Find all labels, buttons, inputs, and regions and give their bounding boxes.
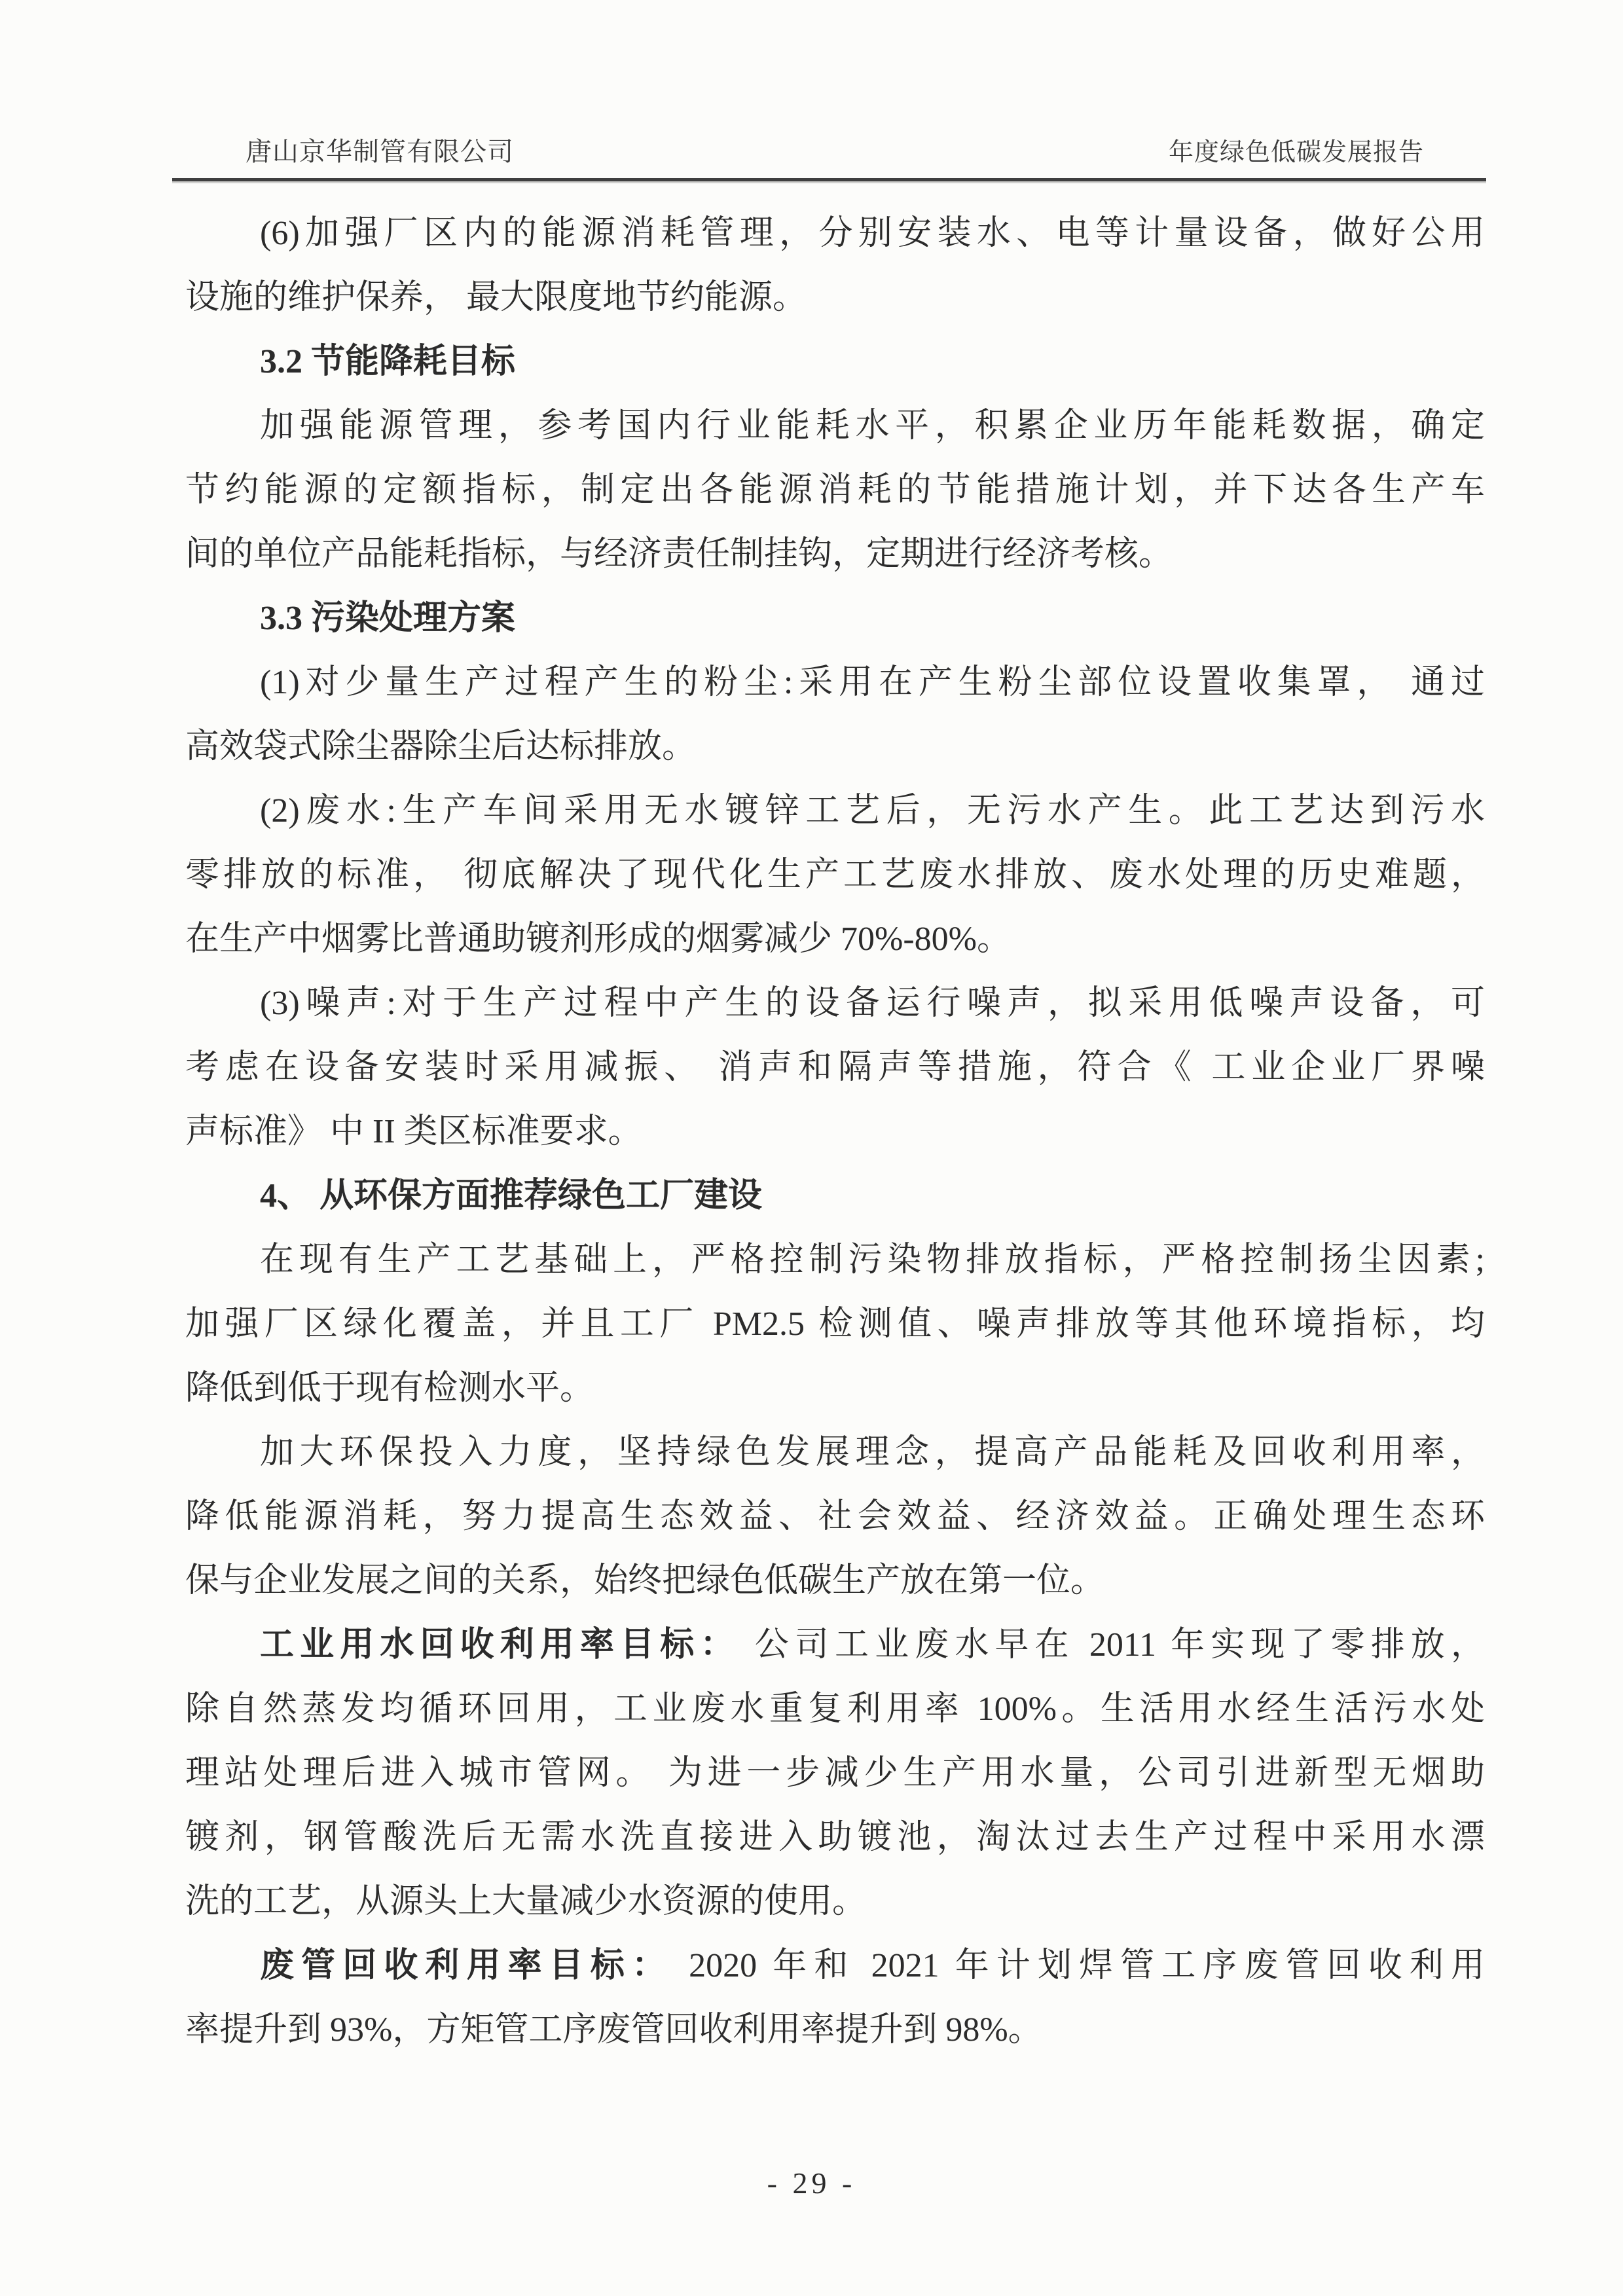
page-number: - 29 -: [767, 2166, 856, 2200]
text-line: [185, 1934, 1485, 1998]
text-segment: 声标准》 中 II 类区标准要求。: [185, 1113, 642, 1150]
text-line: [185, 1549, 1485, 1613]
text-segment: (6)加强厂区内的能源消耗管理，分别安装水、电等计量设备，做好公用: [260, 215, 1485, 252]
bold-text-segment: 工业用水回收利用率目标：: [260, 1626, 755, 1664]
header-company-name: 唐山京华制管有限公司: [246, 137, 514, 166]
bold-text-segment: 废管回收利用率目标：: [260, 1947, 689, 1984]
text-line: [185, 1100, 1485, 1164]
text-line: [185, 779, 1485, 843]
text-line: [185, 1677, 1485, 1741]
header-report-title: 年度绿色低碳发展报告: [1169, 139, 1425, 166]
text-segment: 除自然蒸发均循环回用，工业废水重复利用率 100%。生活用水经生活污水处: [185, 1690, 1485, 1728]
text-segment: (2)废水:生产车间采用无水镀锌工艺后，无污水产生。此工艺达到污水: [260, 792, 1485, 829]
bold-text-segment: 3.2 节能降耗目标: [260, 343, 516, 380]
bold-text-segment: 3.3 污染处理方案: [260, 600, 516, 637]
text-segment: 加大环保投入力度，坚持绿色发展理念，提高产品能耗及回收利用率，: [260, 1434, 1485, 1471]
text-line: [185, 1485, 1485, 1549]
text-segment: 高效袋式除尘器除尘后达标排放。: [185, 728, 697, 765]
text-segment: 洗的工艺，从源头上大量减少水资源的使用。: [185, 1883, 867, 1920]
text-segment: 节约能源的定额指标，制定出各能源消耗的节能措施计划，并下达各生产车: [185, 471, 1485, 509]
text-line: [185, 715, 1485, 779]
text-line: [185, 907, 1485, 972]
header-rule: [172, 178, 1486, 181]
text-segment: 加强厂区绿化覆盖，并且工厂 PM2.5 检测值、噪声排放等其他环境指标，均: [185, 1305, 1485, 1343]
text-segment: (3)噪声:对于生产过程中产生的设备运行噪声，拟采用低噪声设备，可: [260, 985, 1485, 1022]
text-line: [185, 1292, 1485, 1357]
text-line: [185, 587, 1485, 651]
text-segment: 率提升到 93%，方矩管工序废管回收利用率提升到 98%。: [185, 2011, 1042, 2049]
text-line: [185, 1421, 1485, 1485]
text-line: [185, 1870, 1485, 1934]
text-line: [185, 1228, 1485, 1292]
text-line: [185, 843, 1485, 907]
text-segment: 设施的维护保养， 最大限度地节约能源。: [185, 279, 807, 316]
text-segment: 降低到低于现有检测水平。: [185, 1370, 594, 1407]
bold-text-segment: 4、 从环保方面推荐绿色工厂建设: [260, 1177, 763, 1214]
text-segment: 在现有生产工艺基础上，严格控制污染物排放指标，严格控制扬尘因素;: [260, 1241, 1485, 1279]
document-body: [185, 202, 1485, 2062]
text-line: [185, 1164, 1485, 1228]
text-line: [185, 651, 1485, 715]
text-line: [185, 1741, 1485, 1806]
text-segment: 加强能源管理，参考国内行业能耗水平，积累企业历年能耗数据，确定: [260, 407, 1485, 445]
text-segment: 公司工业废水早在 2011 年实现了零排放，: [754, 1626, 1485, 1664]
text-segment: 间的单位产品能耗指标，与经济责任制挂钩，定期进行经济考核。: [185, 536, 1173, 573]
text-segment: 在生产中烟雾比普通助镀剂形成的烟雾减少 70%-80%。: [185, 920, 1011, 958]
text-line: [185, 266, 1485, 330]
text-segment: 零排放的标准， 彻底解决了现代化生产工艺废水排放、废水处理的历史难题，: [185, 856, 1485, 894]
text-line: [185, 1036, 1485, 1100]
text-line: [185, 202, 1485, 266]
text-segment: 保与企业发展之间的关系，始终把绿色低碳生产放在第一位。: [185, 1562, 1105, 1599]
text-segment: 2020 年和 2021 年计划焊管工序废管回收利用: [689, 1947, 1485, 1984]
text-line: [185, 330, 1485, 394]
text-line: [185, 458, 1485, 522]
text-line: [185, 394, 1485, 458]
text-line: [185, 522, 1485, 587]
text-segment: (1)对少量生产过程产生的粉尘:采用在产生粉尘部位设置收集罩， 通过: [260, 664, 1485, 701]
text-line: [185, 1806, 1485, 1870]
text-segment: 降低能源消耗，努力提高生态效益、社会效益、经济效益。正确处理生态环: [185, 1498, 1485, 1535]
text-line: [185, 1357, 1485, 1421]
text-segment: 理站处理后进入城市管网。 为进一步减少生产用水量，公司引进新型无烟助: [185, 1755, 1485, 1792]
text-segment: 镀剂，钢管酸洗后无需水洗直接进入助镀池，淘汰过去生产过程中采用水漂: [185, 1819, 1485, 1856]
text-segment: 考虑在设备安装时采用减振、 消声和隔声等措施，符合《 工业企业厂界噪: [185, 1049, 1485, 1086]
text-line: [185, 1613, 1485, 1677]
text-line: [185, 1998, 1485, 2062]
text-line: [185, 972, 1485, 1036]
